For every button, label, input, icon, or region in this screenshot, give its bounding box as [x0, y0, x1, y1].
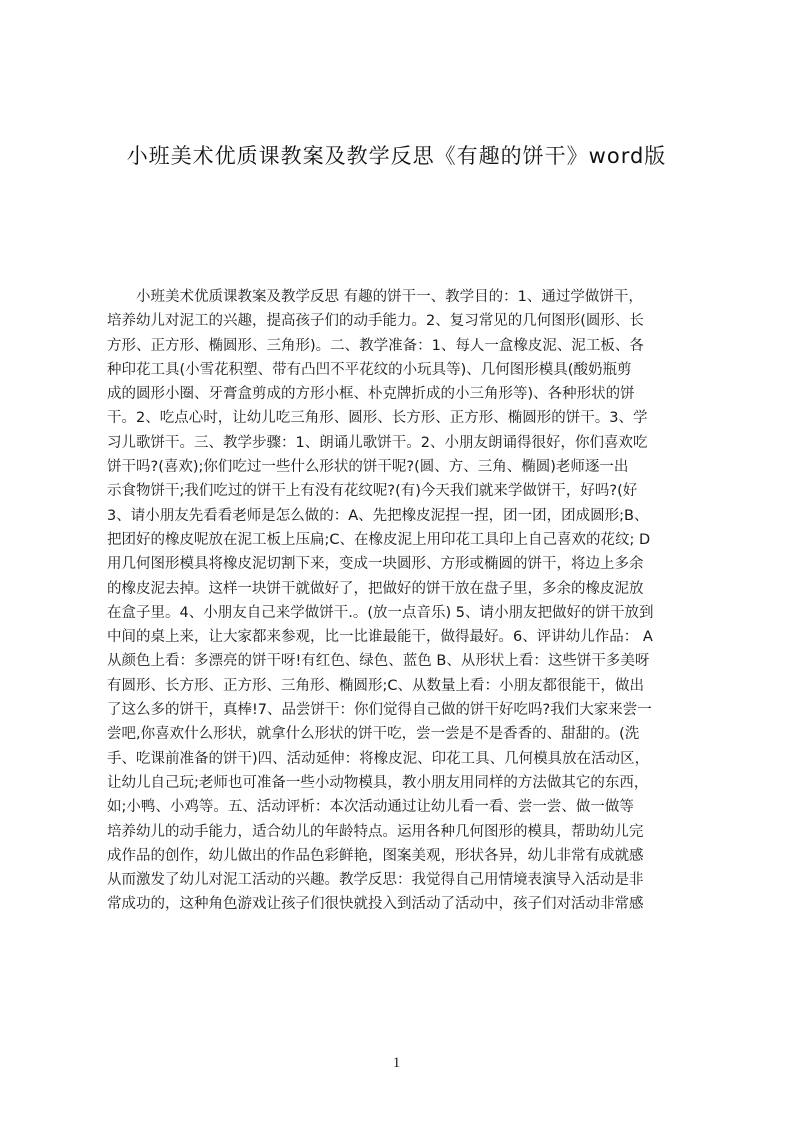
body-line: 示食物饼干;我们吃过的饼干上有没有花纹呢?(有)今天我们就来学做饼干，好吗?(好: [107, 483, 638, 500]
body-line: 饼干吗?(喜欢);你们吃过一些什么形状的饼干呢?(圆、方、三角、椭圆)老师逐一出: [107, 459, 629, 476]
document-title: 小班美术优质课教案及教学反思《有趣的饼干》word版: [126, 144, 667, 168]
body-line: 种印花工具(小雪花积塑、带有凸凹不平花纹的小玩具等)、几何图形模具(酸奶瓶剪: [107, 361, 632, 378]
body-line: 方形、正方形、椭圆形、三角形)。二、教学准备：1、每人一盒橡皮泥、泥工板、各: [107, 337, 644, 354]
body-line: 培养幼儿对泥工的兴趣，提高孩子们的动手能力。2、复习常见的几何图形(圆形、长: [107, 313, 644, 330]
body-line: 从颜色上看：多漂亮的饼干呀!有红色、绿色、蓝色 B、从形状上看：这些饼干多美呀: [107, 653, 650, 670]
body-line: 了这么多的饼干，真棒!7、品尝饼干：你们觉得自己做的饼干好吃吗?我们大家来尝一: [107, 702, 652, 719]
body-line: 有圆形、长方形、正方形、三角形、椭圆形;C、从数量上看：小朋友都很能干，做出: [107, 677, 645, 694]
body-line: 小班美术优质课教案及教学反思 有趣的饼干一、教学目的：1、通过学做饼干，: [136, 289, 643, 305]
body-line: 干。2、吃点心时，让幼儿吃三角形、圆形、长方形、正方形、椭圆形的饼干。3、学: [107, 410, 648, 427]
body-line: 中间的桌上来，让大家都来参观，比一比谁最能干，做得最好。6、评讲幼儿作品： A: [107, 629, 653, 646]
body-line: 常成功的，这种角色游戏让孩子们很快就投入到活动了活动中，孩子们对活动非常感: [107, 896, 644, 913]
document-body: [107, 285, 699, 917]
body-line: 成的圆形小圈、牙膏盒剪成的方形小框、朴克牌折成的小三角形等)、各种形状的饼: [107, 386, 635, 403]
body-line: 成作品的创作，幼儿做出的作品色彩鲜艳，图案美观，形状各异，幼儿非常有成就感: [107, 847, 644, 864]
body-line: 在盒子里。4、小朋友自己来学做饼干.。(放一点音乐) 5、请小朋友把做好的饼干放到: [107, 604, 654, 621]
body-line: 习儿歌饼干。三、教学步骤：1、朗诵儿歌饼干。2、小朋友朗诵得很好，你们喜欢吃: [107, 434, 648, 451]
body-line: 如;小鸭、小鸡等。五、活动评析：本次活动通过让幼儿看一看、尝一尝、做一做等: [107, 799, 634, 816]
body-line: 把团好的橡皮呢放在泥工板上压扁;C、在橡皮泥上用印花工具印上自己喜欢的花纹; D: [107, 531, 651, 548]
page-number: 1: [392, 1055, 401, 1071]
body-line: 培养幼儿的动手能力，适合幼儿的年龄特点。运用各种几何图形的模具，帮助幼儿完: [107, 823, 644, 840]
body-line: 的橡皮泥去掉。这样一块饼干就做好了，把做好的饼干放在盘子里，多余的橡皮泥放: [107, 580, 644, 597]
body-line: 让幼儿自己玩;老师也可准备一些小动物模具，教小朋友用同样的方法做其它的东西，: [107, 774, 649, 791]
body-line: 用几何图形模具将橡皮泥切割下来，变成一块圆形、方形或椭圆的饼干，将边上多余: [107, 556, 644, 573]
body-line: 尝吧,你喜欢什么形状，就拿什么形状的饼干吃，尝一尝是不是香香的、甜甜的。(洗: [107, 726, 640, 743]
body-line: 3、请小朋友先看看老师是怎么做的：A、先把橡皮泥捏一捏，团一团，团成圆形;B、: [107, 507, 649, 524]
body-line: 手、吃课前准备的饼干)四、活动延伸：将橡皮泥、印花工具、几何模具放在活动区，: [107, 750, 650, 767]
body-line: 从而激发了幼儿对泥工活动的兴趣。教学反思：我觉得自己用情境表演导入活动是非: [107, 872, 644, 889]
